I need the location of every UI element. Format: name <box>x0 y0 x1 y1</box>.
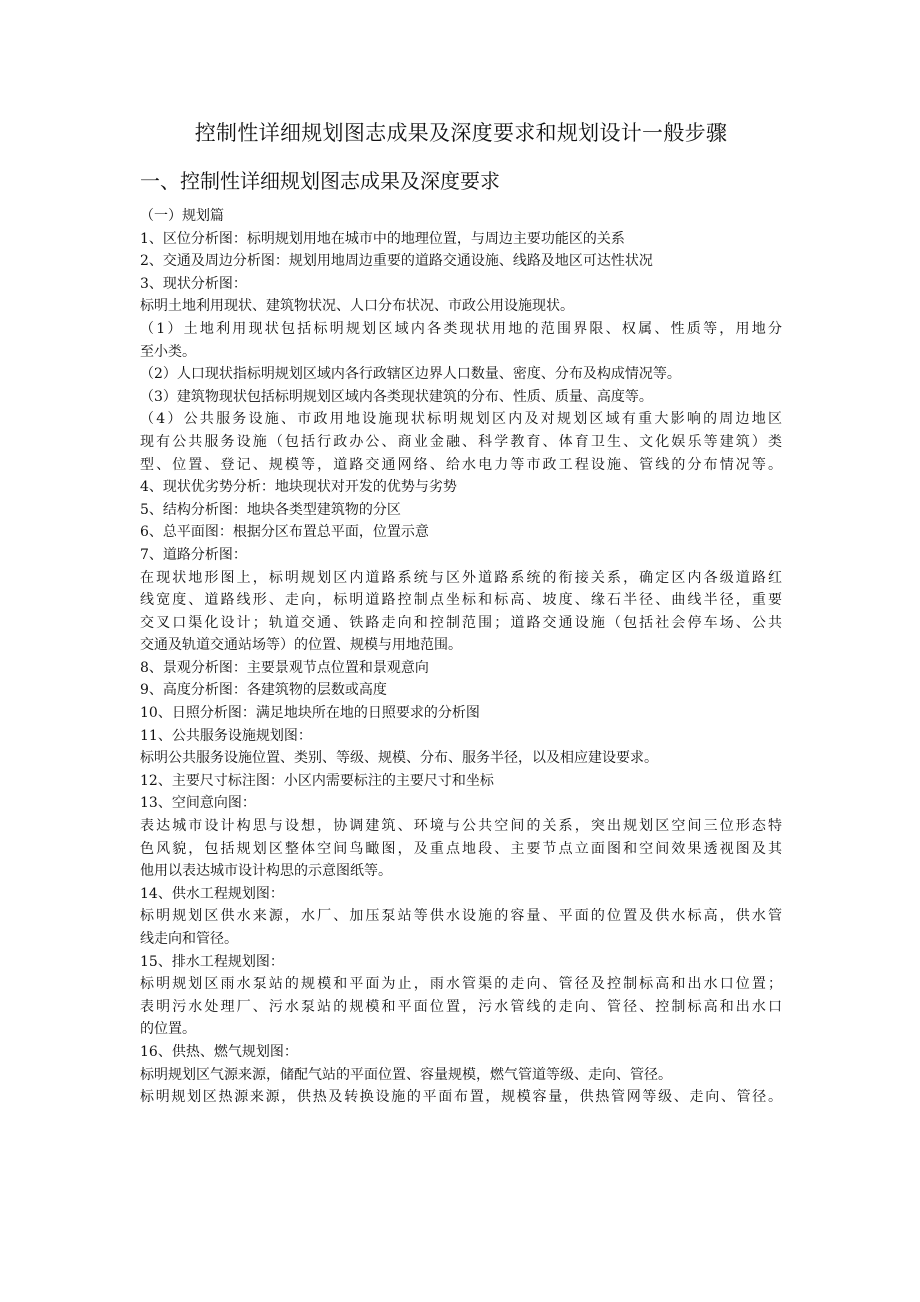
text-line: 标明规划区气源来源，储配气站的平面位置、容量规模，燃气管道等级、走向、管径。 <box>140 1066 672 1083</box>
document-title: 控制性详细规划图志成果及深度要求和规划设计一般步骤 <box>194 121 728 145</box>
text-line: 线走向和管径。 <box>140 931 238 947</box>
text-line: 他用以表达城市设计构思的示意图纸等。 <box>140 863 392 880</box>
text-line: 5、结构分析图：地块各类型建筑物的分区 <box>140 501 401 518</box>
text-line: （一）规划篇 <box>140 208 224 224</box>
text-line: 表明污水处理厂、污水泵站的规模和平面位置，污水管线的走向、管径、控制标高和出水口 <box>140 998 782 1015</box>
text-line: （4）公共服务设施、市政用地设施现状标明规划区内及对规划区域有重大影响的周边地区 <box>140 411 782 428</box>
text-line: 交通及轨道交通站场等）的位置、规模与用地范围。 <box>140 637 462 654</box>
text-line: 4、现状优劣势分析：地块现状对开发的优势与劣势 <box>140 479 457 496</box>
text-line: 标明公共服务设施位置、类别、等级、规模、分布、服务半径，以及相应建设要求。 <box>140 750 658 767</box>
text-line: 6、总平面图：根据分区布置总平面，位置示意 <box>140 524 429 541</box>
text-line: （2）人口现状指标明规划区域内各行政辖区边界人口数量、密度、分布及构成情况等。 <box>140 366 681 383</box>
text-line: 型、位置、登记、规模等，道路交通网络、给水电力等市政工程设施、管线的分布情况等。 <box>140 456 782 473</box>
text-line: 1、区位分析图：标明规划用地在城市中的地理位置，与周边主要功能区的关系 <box>140 230 625 247</box>
text-line: 11、公共服务设施规划图： <box>140 727 312 744</box>
text-line: 在现状地形图上，标明规划区内道路系统与区外道路系统的衔接关系，确定区内各级道路红 <box>140 569 782 586</box>
text-line: 至小类。 <box>140 343 196 360</box>
text-line: 标明土地利用现状、建筑物状况、人口分布状况、市政公用设施现状。 <box>140 298 574 315</box>
document-page <box>140 118 782 1109</box>
text-line: 7、道路分析图： <box>140 546 247 563</box>
text-line: 3、现状分析图： <box>140 275 247 292</box>
text-line: 15、排水工程规划图： <box>140 953 284 970</box>
text-line: 色风貌，包括规划区整体空间鸟瞰图，及重点地段、主要节点立面图和空间效果透视图及其 <box>140 840 782 857</box>
text-line: 16、供热、燃气规划图： <box>140 1043 298 1060</box>
text-line: 2、交通及周边分析图：规划用地周边重要的道路交通设施、线路及地区可达性状况 <box>140 253 653 270</box>
text-line: 8、景观分析图：主要景观节点位置和景观意向 <box>140 659 429 676</box>
text-line: 12、主要尺寸标注图：小区内需要标注的主要尺寸和坐标 <box>140 772 494 789</box>
text-line: （3）建筑物现状包括标明规划区域内各类现状建筑的分布、性质、质量、高度等。 <box>140 388 653 405</box>
text-line: 现有公共服务设施（包括行政办公、商业金融、科学教育、体育卫生、文化娱乐等建筑）类 <box>140 433 782 450</box>
text-line: 线宽度、道路线形、走向，标明道路控制点坐标和标高、坡度、缘石半径、曲线半径，重要 <box>140 592 782 609</box>
text-line: 标明规划区雨水泵站的规模和平面为止，雨水管渠的走向、管径及控制标高和出水口位置； <box>140 976 782 993</box>
text-line: 13、空间意向图： <box>140 795 256 812</box>
text-line: （1）土地利用现状包括标明规划区域内各类现状用地的范围界限、权属、性质等，用地分 <box>140 320 782 337</box>
document-body <box>140 205 782 1109</box>
text-line: 9、高度分析图：各建筑物的层数或高度 <box>140 682 387 699</box>
section-heading: 一、控制性详细规划图志成果及深度要求 <box>140 169 500 193</box>
text-line: 表达城市设计构思与设想，协调建筑、环境与公共空间的关系，突出规划区空间三位形态特 <box>140 818 782 835</box>
text-line: 10、日照分析图：满足地块所在地的日照要求的分析图 <box>140 705 480 722</box>
text-line: 交叉口渠化设计；轨道交通、铁路走向和控制范围；道路交通设施（包括社会停车场、公共 <box>140 614 782 631</box>
text-line: 标明规划区热源来源，供热及转换设施的平面布置，规模容量，供热管网等级、走向、管径。 <box>140 1089 782 1106</box>
text-line: 标明规划区供水来源，水厂、加压泵站等供水设施的容量、平面的位置及供水标高，供水管 <box>140 908 782 925</box>
text-line: 的位置。 <box>140 1021 196 1038</box>
text-line: 14、供水工程规划图： <box>140 885 284 902</box>
